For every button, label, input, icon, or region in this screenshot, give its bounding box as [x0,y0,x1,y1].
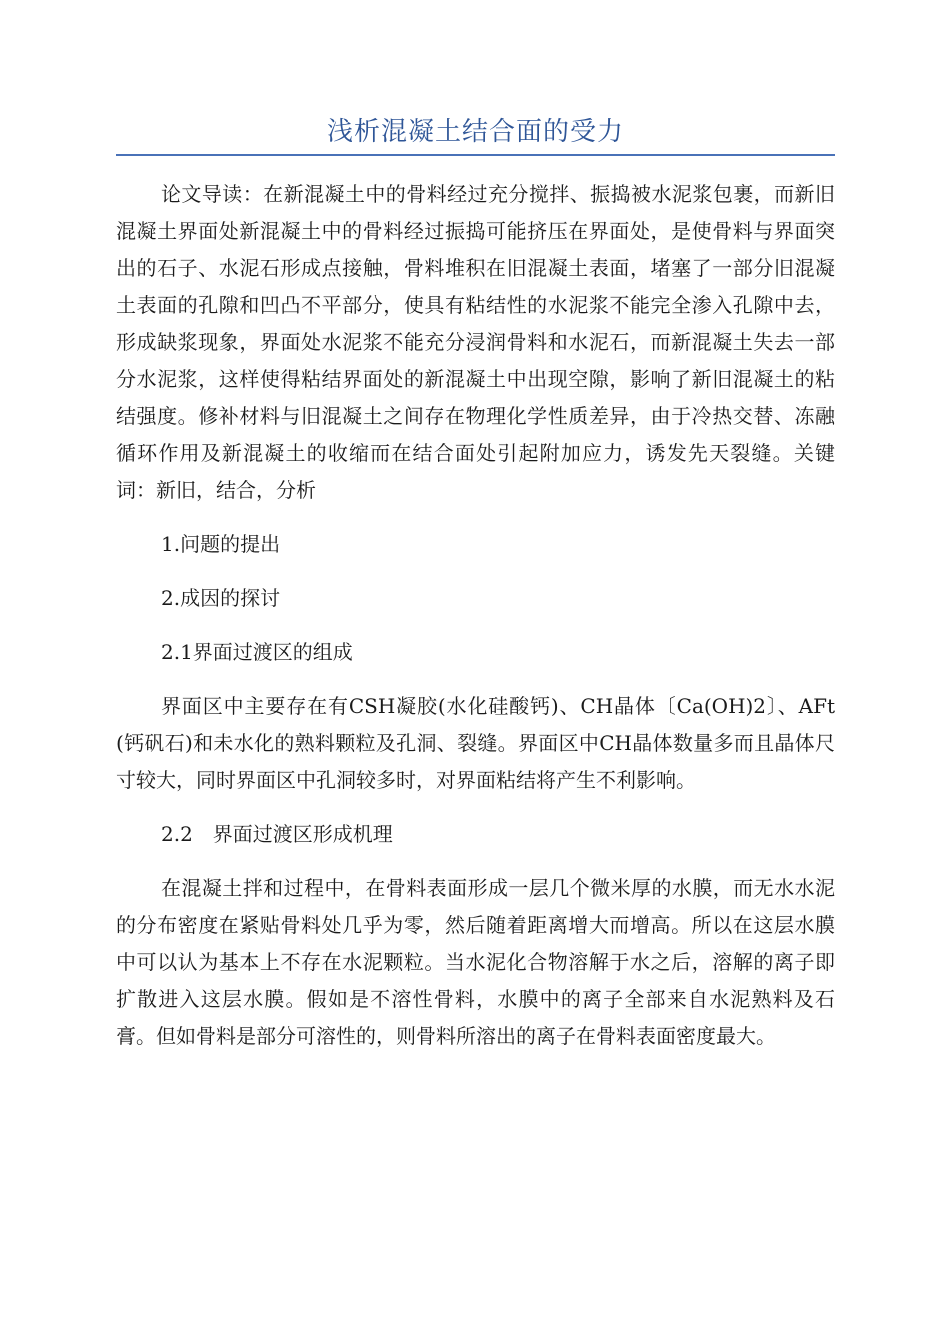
document-body [116,176,835,1055]
spacer [116,509,835,526]
section-heading-2-2: 2.2 界面过渡区形成机理 [161,822,393,846]
spacer [116,563,835,580]
spacer [116,617,835,634]
section-heading-1: 1.问题的提出 [161,532,281,556]
section-heading-2-1: 2.1界面过渡区的组成 [161,640,353,664]
section-2-1-paragraph: 界面区中主要存在有CSH凝胶(水化硅酸钙)、CH晶体〔Ca(OH)2〕、AFt(钙矾石)和未水化的熟料颗粒及孔洞、裂缝。界面区中CH晶体数量多而且晶体尺寸较大，同时界面区中孔洞较多时，对界面粘结将产生不利影响。 [116,694,835,792]
section-heading-2: 2.成因的探讨 [161,586,281,610]
intro-paragraph: 论文导读：在新混凝土中的骨料经过充分搅拌、振捣被水泥浆包裹，而新旧混凝土界面处新混凝土中的骨料经过振捣可能挤压在界面处，是使骨料与界面突出的石子、水泥石形成点接触，骨料堆积在旧混凝土表面，堵塞了一部分旧混凝土表面的孔隙和凹凸不平部分，使具有粘结性的水泥浆不能完全渗入孔隙中去，形成缺浆现象，界面处水泥浆不能充分浸润骨料和水泥石，而新混凝土失去一部分水泥浆，这样使得粘结界面处的新混凝土中出现空隙，影响了新旧混凝土的粘结强度。修补材料与旧混凝土之间存在物理化学性质差异，由于冷热交替、冻融循环作用及新混凝土的收缩而在结合面处引起附加应力，诱发先天裂缝。关键词：新旧，结合，分析 [116,182,835,502]
section-2-2-paragraph: 在混凝土拌和过程中，在骨料表面形成一层几个微米厚的水膜，而无水水泥的分布密度在紧贴骨料处几乎为零，然后随着距离增大而增高。所以在这层水膜中可以认为基本上不存在水泥颗粒。当水泥化合物溶解于水之后，溶解的离子即扩散进入这层水膜。假如是不溶性骨料，水膜中的离子全部来自水泥熟料及石膏。但如骨料是部分可溶性的，则骨料所溶出的离子在骨料表面密度最大。 [116,876,835,1048]
spacer [116,799,835,816]
spacer [116,853,835,870]
document-title: 浅析混凝土结合面的受力 [326,117,624,147]
spacer [116,671,835,688]
title-underline [116,154,835,156]
